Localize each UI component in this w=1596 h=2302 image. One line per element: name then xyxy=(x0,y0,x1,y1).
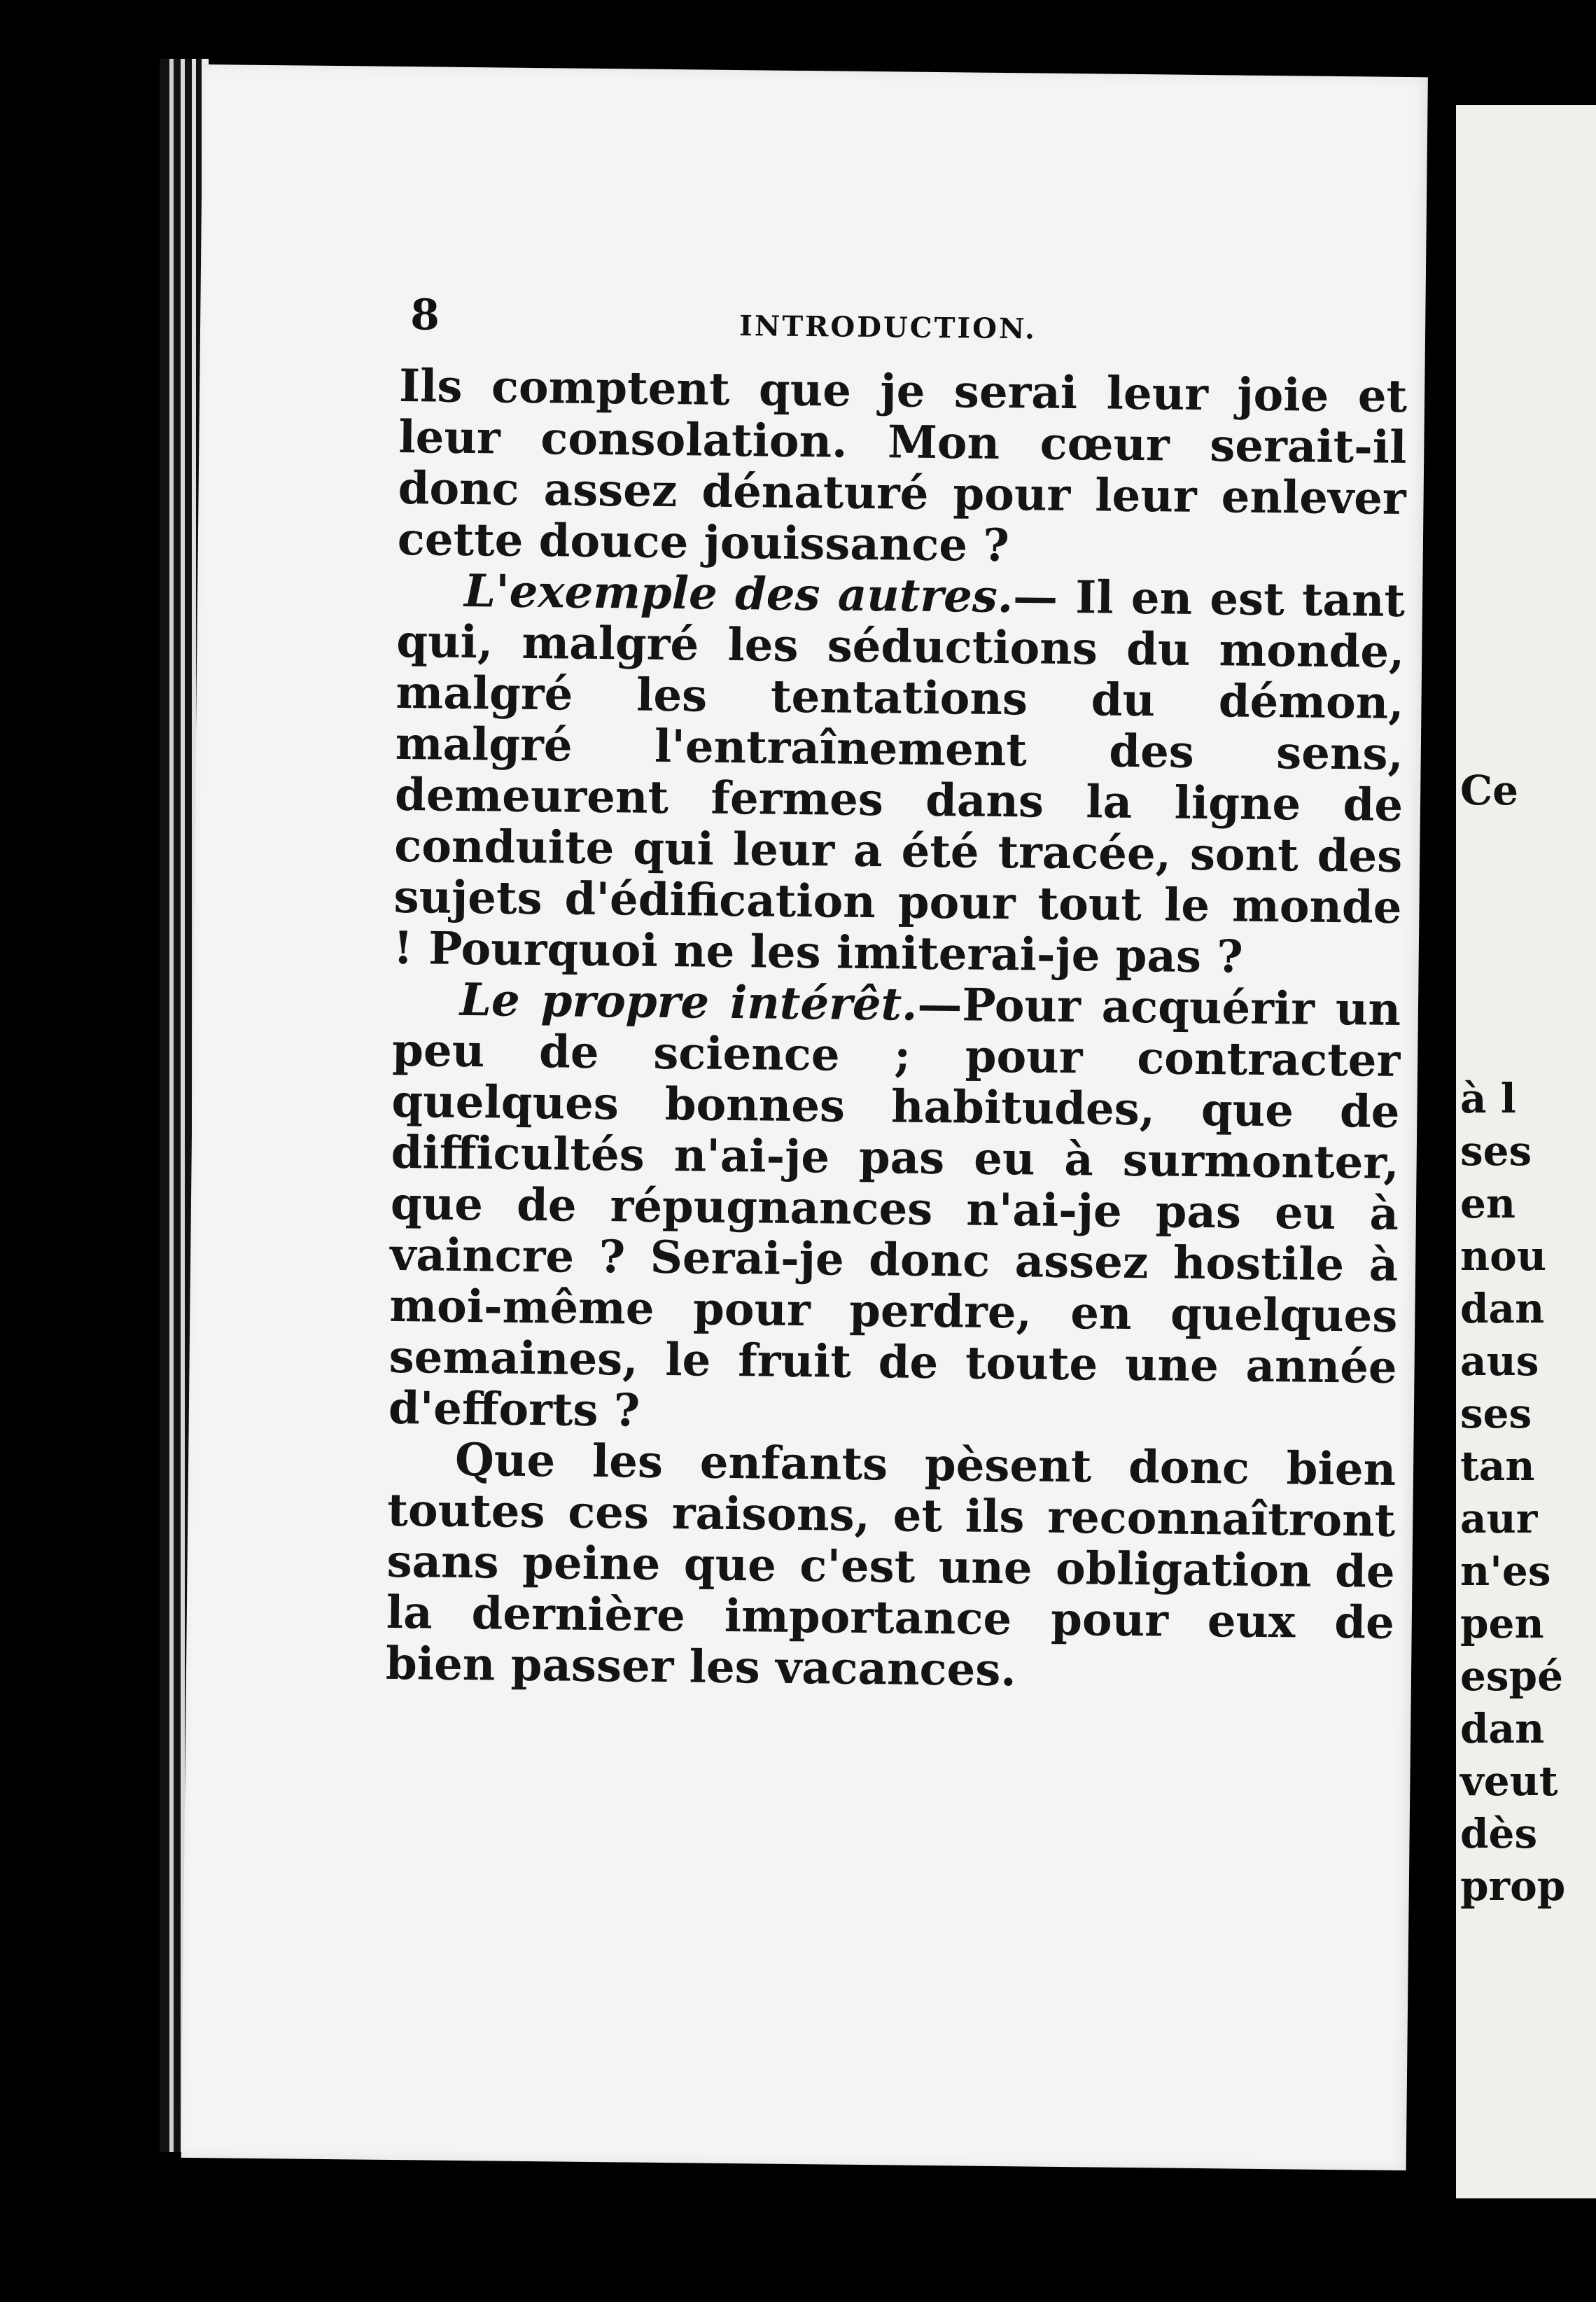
facing-fragment: à l xyxy=(1460,1075,1516,1122)
paragraph-text: — Il en est tant qui, malgré les séductions du monde, malgré les tentations du démon, malgré l'entraînement des sens, demeurent fermes dans la ligne de conduite qui leur a été tracée, sont des sujets d'édification pour tout le monde ! Pourquoi ne les imiterai-je pas ? xyxy=(393,571,1406,984)
paragraph-text: Ils comptent que je serai leur joie et leur consolation. Mon cœur serait-il donc assez dénaturé pour leur enlever cette douce jouissance ? xyxy=(397,359,1408,573)
facing-fragment: tan xyxy=(1460,1442,1535,1490)
paragraph xyxy=(393,565,1405,984)
facing-fragment: prop xyxy=(1460,1862,1566,1910)
paragraph-text: —Pour acquérir un peu de science ; pour contracter quelques bonnes habitudes, que de difficultés n'ai-je pas eu à surmonter, que de répugnances n'ai-je pas eu à vaincre ? Serai-je donc assez hostile à moi-même pour perdre, en quelques semaines, le fruit de toute une année d'efforts ? xyxy=(388,978,1401,1437)
book-page xyxy=(181,64,1428,2170)
facing-fragment: Ce xyxy=(1460,767,1519,814)
paragraph-lead: L'exemple des autres. xyxy=(463,564,1014,624)
facing-fragment: dan xyxy=(1460,1705,1545,1752)
facing-fragment: nou xyxy=(1460,1232,1547,1280)
facing-fragment: veut xyxy=(1460,1757,1558,1805)
facing-fragment: espé xyxy=(1460,1652,1564,1700)
paragraph xyxy=(386,1434,1396,1700)
facing-fragment: en xyxy=(1460,1180,1516,1227)
running-head xyxy=(410,291,1433,357)
facing-fragment: ses xyxy=(1460,1127,1532,1175)
facing-page-fragments xyxy=(1460,105,1596,2198)
facing-page xyxy=(1456,105,1596,2198)
page-number: 8 xyxy=(410,291,440,340)
paragraph xyxy=(398,361,1408,576)
running-title: INTRODUCTION. xyxy=(738,309,1037,346)
facing-fragment: aur xyxy=(1460,1495,1538,1542)
body-text xyxy=(386,361,1408,1700)
paragraph-lead: Le propre intérêt. xyxy=(459,973,918,1031)
facing-fragment: pen xyxy=(1460,1600,1544,1647)
paragraph-text: Que les enfants pèsent donc bien toutes ces raisons, et ils reconnaîtront sans peine que c'est une obligation de la dernière importance pour eux de bien passer les vacances. xyxy=(385,1433,1396,1697)
facing-fragment: dès xyxy=(1460,1810,1538,1857)
paragraph xyxy=(388,974,1401,1444)
facing-fragment: ses xyxy=(1460,1390,1532,1437)
facing-fragment: n'es xyxy=(1460,1547,1551,1595)
facing-fragment: aus xyxy=(1460,1337,1539,1385)
facing-fragment: dan xyxy=(1460,1285,1545,1332)
